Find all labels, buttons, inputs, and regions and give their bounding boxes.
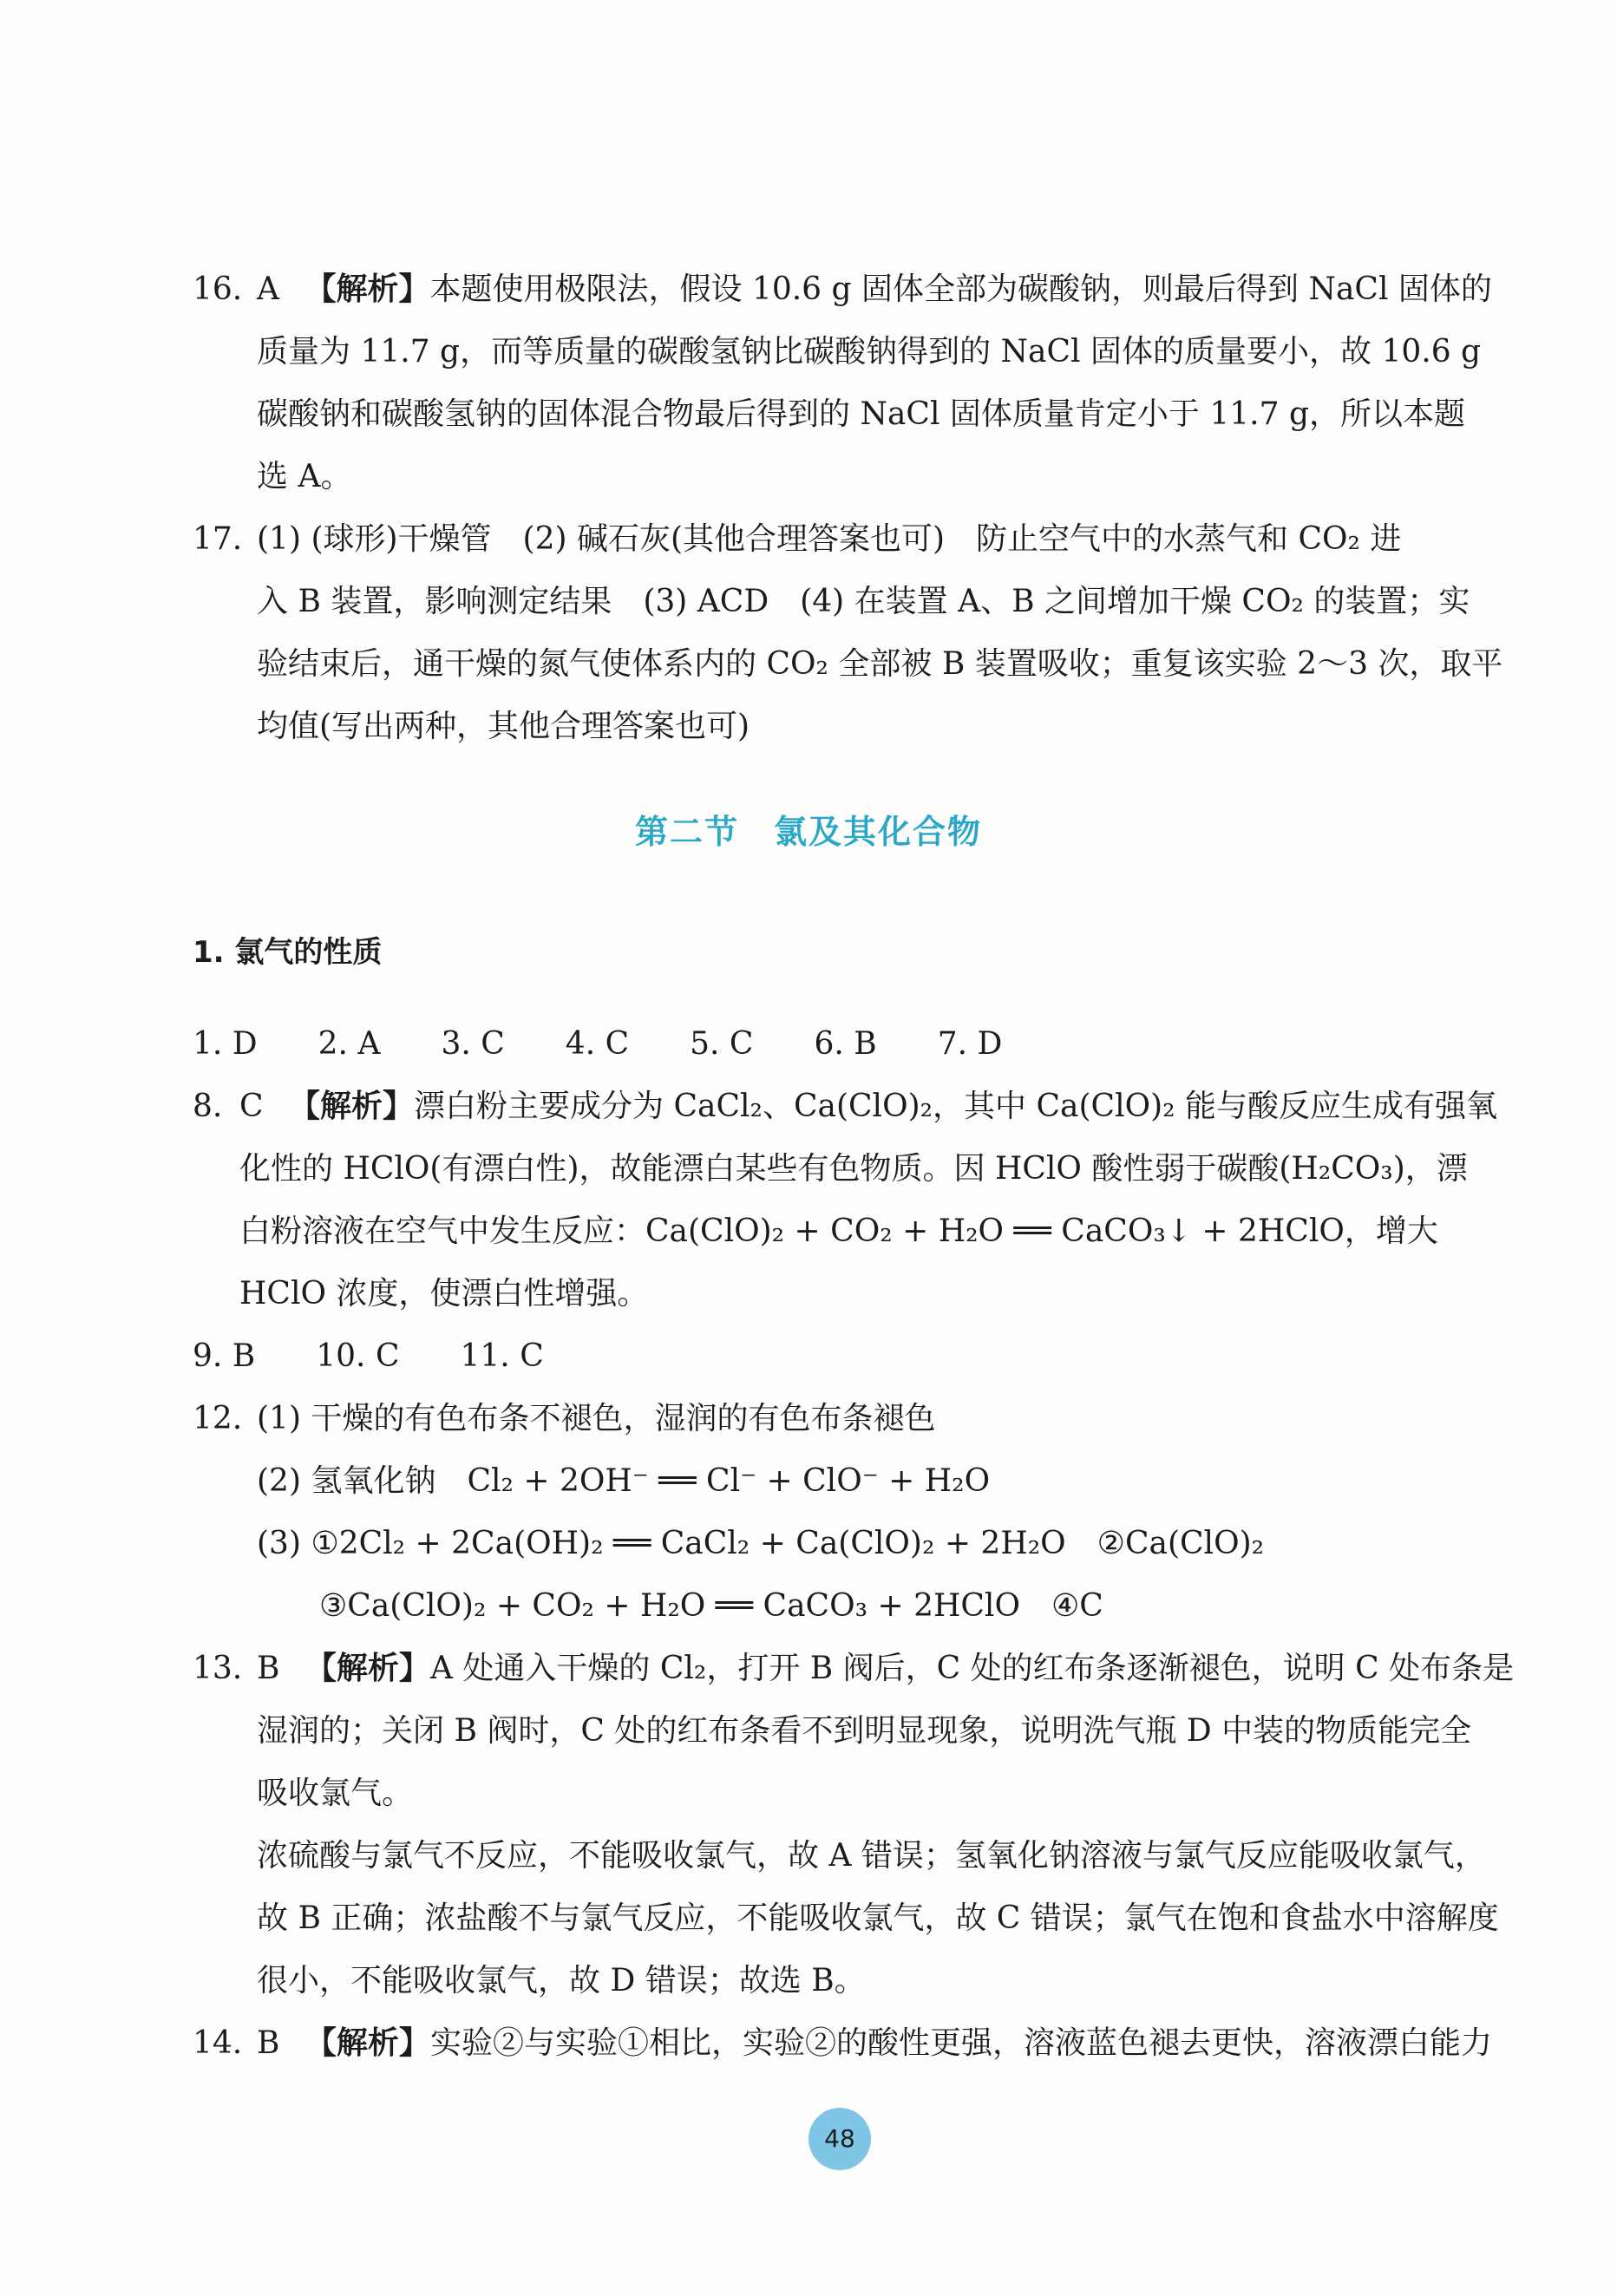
answer-item: 7. D bbox=[937, 1026, 1003, 1062]
analysis-label: 【解析】 bbox=[304, 2025, 430, 2061]
line: ③Ca(ClO)₂ + CO₂ + H₂O ══ CaCO₃ + 2HClO ④C bbox=[319, 1588, 1103, 1624]
line: (1) (球形)干燥管 (2) 碱石灰(其他合理答案也可) 防止空气中的水蒸气和 CO₂ 进 bbox=[257, 521, 1402, 557]
line bbox=[257, 1638, 1514, 1700]
analysis-text: 漂白粉主要成分为 CaCl₂、Ca(ClO)₂，其中 Ca(ClO)₂ 能与酸反应生成有强氧 bbox=[414, 1089, 1498, 1124]
answer-letter: C bbox=[239, 1089, 264, 1124]
line: 吸收氯气。 bbox=[257, 1776, 414, 1811]
line: (2) 氢氧化钠 Cl₂ + 2OH⁻ ══ Cl⁻ + ClO⁻ + H₂O bbox=[257, 1463, 991, 1499]
line: 浓硫酸与氯气不反应，不能吸收氯气，故 A 错误；氢氧化钠溶液与氯气反应能吸收氯气， bbox=[257, 1838, 1486, 1874]
answer-item: 5. C bbox=[690, 1026, 754, 1062]
answer-item: 4. C bbox=[565, 1026, 630, 1062]
line: 验结束后，通干燥的氮气使体系内的 CO₂ 全部被 B 装置吸收；重复该实验 2～3 次，取平 bbox=[257, 646, 1503, 682]
line bbox=[239, 1076, 1497, 1138]
question-16 bbox=[193, 258, 1502, 510]
question-14 bbox=[193, 2012, 1502, 2075]
answer-item: 1. D bbox=[193, 1026, 258, 1062]
analysis-label: 【解析】 bbox=[304, 1651, 430, 1686]
answers-row bbox=[193, 1013, 1063, 1076]
analysis-text: 本题使用极限法，假设 10.6 g 固体全部为碳酸钠，则最后得到 NaCl 固体的 bbox=[429, 271, 1492, 307]
sub-title: 1. 氯气的性质 bbox=[193, 935, 383, 970]
answers-row bbox=[193, 1325, 605, 1388]
line: 入 B 装置，影响测定结果 (3) ACD (4) 在装置 A、B 之间增加干燥 CO₂ 的装置；实 bbox=[257, 584, 1470, 619]
line: 白粉溶液在空气中发生反应：Ca(ClO)₂ + CO₂ + H₂O ══ CaCO₃↓ + 2HClO，增大 bbox=[239, 1213, 1438, 1249]
answer-item: 9. B bbox=[193, 1338, 256, 1374]
question-12 bbox=[193, 1388, 1502, 1639]
answer-letter: B bbox=[257, 1651, 280, 1686]
line: (1) 干燥的有色布条不褪色，湿润的有色布条褪色 bbox=[257, 1401, 936, 1436]
analysis-text: 实验②与实验①相比，实验②的酸性更强，溶液蓝色褪去更快，溶液漂白能力 bbox=[429, 2025, 1492, 2061]
line: 碳酸钠和碳酸氢钠的固体混合物最后得到的 NaCl 固体质量肯定小于 11.7 g，所以本题 bbox=[257, 396, 1465, 432]
line bbox=[257, 258, 1492, 321]
page-number-badge: 48 bbox=[808, 2108, 871, 2170]
question-number: 14. bbox=[193, 2025, 243, 2061]
answer-letter: B bbox=[257, 2025, 280, 2061]
answer-item: 2. A bbox=[318, 1026, 381, 1062]
line: HClO 浓度，使漂白性增强。 bbox=[239, 1276, 649, 1312]
question-13 bbox=[193, 1638, 1515, 2019]
question-number: 13. bbox=[193, 1651, 243, 1686]
answer-item: 11. C bbox=[460, 1338, 544, 1374]
line: (3) ①2Cl₂ + 2Ca(OH)₂ ══ CaCl₂ + Ca(ClO)₂ + 2H₂O ②Ca(ClO)₂ bbox=[257, 1526, 1265, 1561]
line: 湿润的；关闭 B 阀时，C 处的红布条看不到明显现象，说明洗气瓶 D 中装的物质能完全 bbox=[257, 1713, 1472, 1749]
analysis-label: 【解析】 bbox=[289, 1089, 415, 1124]
line: 均值(写出两种，其他合理答案也可) bbox=[257, 709, 750, 744]
line bbox=[257, 2012, 1492, 2075]
answer-letter: A bbox=[257, 271, 279, 307]
question-17 bbox=[193, 508, 1502, 760]
question-number: 16. bbox=[193, 271, 243, 307]
analysis-text: A 处通入干燥的 Cl₂，打开 B 阀后，C 处的红布条逐渐褪色，说明 C 处布条是 bbox=[429, 1651, 1515, 1686]
answer-item: 3. C bbox=[441, 1026, 505, 1062]
analysis-label: 【解析】 bbox=[304, 271, 430, 307]
line: 故 B 正确；浓盐酸不与氯气反应，不能吸收氯气，故 C 错误；氯气在饱和食盐水中溶解度 bbox=[257, 1900, 1499, 1936]
line: 很小，不能吸收氯气，故 D 错误；故选 B。 bbox=[257, 1963, 866, 1998]
line: 选 A。 bbox=[257, 459, 352, 494]
line: 化性的 HClO(有漂白性)，故能漂白某些有色物质。因 HClO 酸性弱于碳酸(H₂CO₃)，漂 bbox=[239, 1151, 1468, 1187]
section-title: 第二节 氯及其化合物 bbox=[634, 813, 982, 851]
answer-item: 10. C bbox=[316, 1338, 400, 1374]
line: 质量为 11.7 g，而等质量的碳酸氢钠比碳酸钠得到的 NaCl 固体的质量要小，故 10.6 g bbox=[257, 334, 1482, 370]
question-number: 8. bbox=[193, 1089, 223, 1124]
question-number: 12. bbox=[193, 1401, 243, 1436]
question-8 bbox=[193, 1076, 1502, 1327]
question-number: 17. bbox=[193, 521, 243, 557]
answer-item: 6. B bbox=[814, 1026, 877, 1062]
